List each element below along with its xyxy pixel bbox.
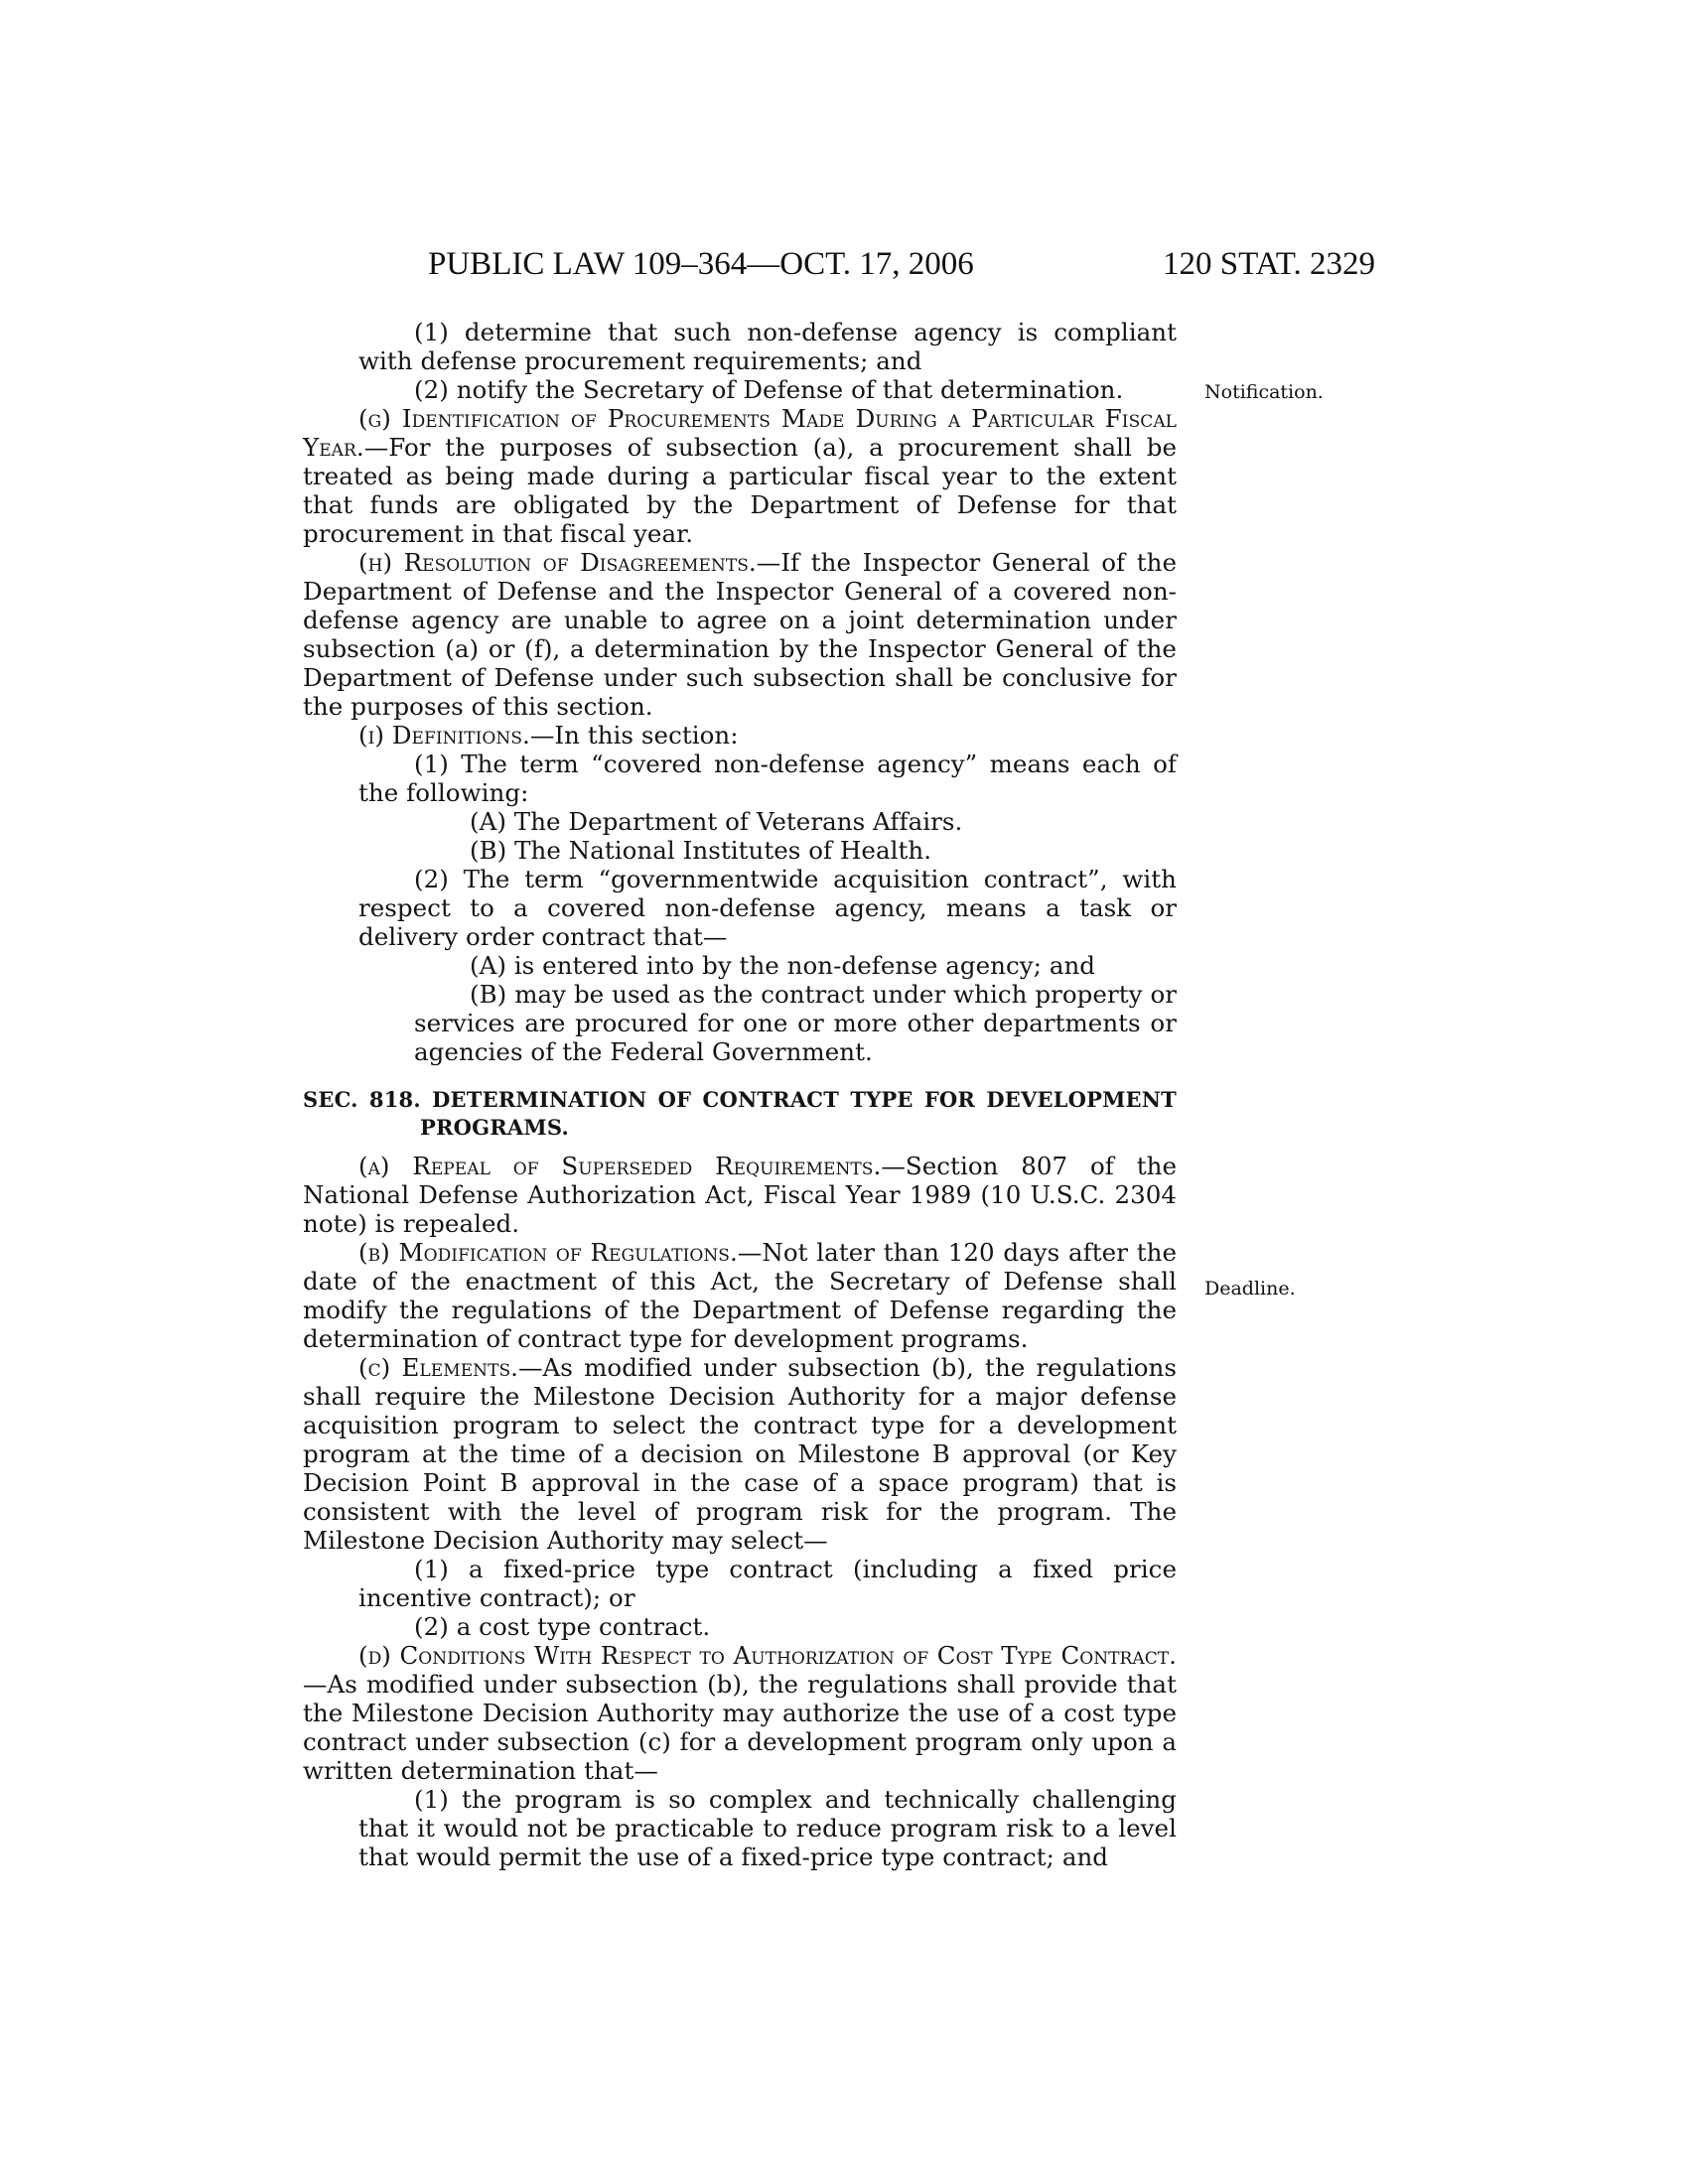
subsection-i <box>303 721 1177 750</box>
subsection-d-text: —As modified under subsection (b), the regulations shall provide that the Milestone Decision Authority may authorize the use of a cost type contract under subsection (c) for a development program only upon a written determination that— <box>303 1670 1177 1785</box>
subsection-b <box>303 1238 1177 1353</box>
body-text <box>303 318 1177 1871</box>
running-header <box>303 246 1375 290</box>
subsection-i-text: —In this section: <box>529 721 739 750</box>
subsection-b-text: —Not later than 120 days after the date of the enactment of this Act, the Secretary of Defense shall modify the regulations of the Department of Defense regarding the determination of contract type for development programs. <box>303 1238 1177 1353</box>
subsection-c-heading: (c) Elements. <box>358 1353 518 1382</box>
subsection-a-text: —Section 807 of the National Defense Authorization Act, Fiscal Year 1989 (10 U.S.C. 2304 note) is repealed. <box>303 1152 1177 1238</box>
paragraph-i2: (2) The term “governmentwide acquisition contract”, with respect to a covered non-defense agency, means a task or delivery order contract that— <box>358 865 1177 951</box>
paragraph-i1B: (B) The National Institutes of Health. <box>470 836 932 865</box>
paragraph-i2B: (B) may be used as the contract under which property or services are procured for one or more other departments or agencies of the Federal Government. <box>414 980 1177 1066</box>
subsection-c-text: —As modified under subsection (b), the regulations shall require the Milestone Decision Authority for a major defense acquisition program to select the contract type for a development program at the time of a decision on Milestone B approval (or Key Decision Point B approval in the case of a space program) that is consistent with the level of program risk for the program. The Milestone Decision Authority may select— <box>303 1353 1177 1555</box>
section-818-heading: SEC. 818. DETERMINATION OF CONTRACT TYPE FOR DEVELOPMENT PROGRAMS. <box>303 1087 1177 1140</box>
subsection-d-heading: (d) Conditions With Respect to Authorization of Cost Type Contract. <box>358 1641 1177 1670</box>
paragraph-d1: (1) the program is so complex and technically challenging that it would not be practicable to reduce program risk to a level that would permit the use of a fixed-price type contract; and <box>358 1785 1177 1871</box>
subsection-d <box>303 1641 1177 1785</box>
margin-note-deadline: Deadline. <box>1204 1278 1296 1299</box>
subsection-b-heading: (b) Modification of Regulations. <box>358 1238 738 1267</box>
paragraph-i1: (1) The term “covered non-defense agency” means each of the following: <box>358 750 1177 807</box>
margin-note-notification: Notification. <box>1204 381 1324 403</box>
subsection-h-text: —If the Inspector General of the Department of Defense and the Inspector General of a covered non-defense agency are unable to agree on a joint determination under subsection (a) or (f), a determination by the Inspector General of the Department of Defense under such subsection shall be conclusive for the purposes of this section. <box>303 548 1178 721</box>
subsection-g-text: —For the purposes of subsection (a), a procurement shall be treated as being made during a particular fiscal year to the extent that funds are obligated by the Department of Defense for that procurement in that fiscal year. <box>303 433 1177 548</box>
paragraph-c1: (1) a fixed-price type contract (including a fixed price incentive contract); or <box>358 1555 1177 1612</box>
subsection-a <box>303 1152 1177 1238</box>
public-law-citation: PUBLIC LAW 109–364—OCT. 17, 2006 <box>428 246 974 282</box>
subsection-i-heading: (i) Definitions. <box>358 721 530 750</box>
statute-page-number: 120 STAT. 2329 <box>1162 246 1375 282</box>
subsection-h <box>303 548 1177 721</box>
subsection-c <box>303 1353 1177 1555</box>
subsection-a-heading: (a) Repeal of Superseded Requirements. <box>358 1152 882 1180</box>
paragraph-f2: (2) notify the Secretary of Defense of that determination. <box>414 375 1124 404</box>
paragraph-i2A: (A) is entered into by the non-defense agency; and <box>470 951 1096 980</box>
subsection-g <box>303 404 1177 548</box>
paragraph-i1A: (A) The Department of Veterans Affairs. <box>470 807 963 836</box>
subsection-h-heading: (h) Resolution of Disagreements. <box>358 548 757 577</box>
paragraph-f1: (1) determine that such non-defense agency is compliant with defense procurement requirements; and <box>358 318 1177 375</box>
subsection-g-heading: (g) Identification of Procurements Made During a Particular Fiscal Year. <box>303 404 1177 462</box>
paragraph-c2: (2) a cost type contract. <box>414 1612 711 1641</box>
